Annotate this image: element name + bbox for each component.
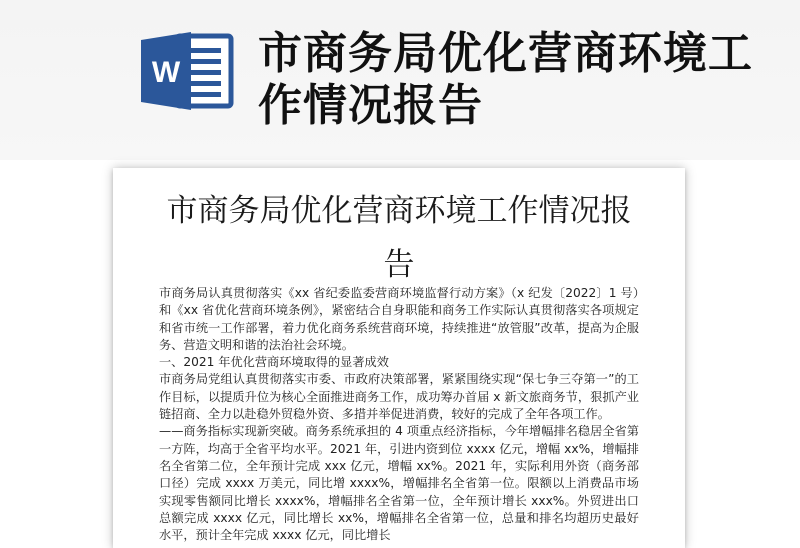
paragraph: 市商务局党组认真贯彻落实市委、市政府决策部署，紧紧围绕实现“保七争三夺第一”的工作目标，以提质升位为核心全面推进商务工作，成功筹办首届 x 新文旅商务节，狠抓产业链招商、全力以赴稳外贸稳外资、多措并举促进消费，较好的完成了全年各项工作。 (159, 372, 639, 422)
section-heading: 一、2021 年优化营商环境取得的显著成效 (159, 355, 389, 370)
svg-text:W: W (151, 56, 181, 89)
page-title: 市商务局优化营商环境工作情况报告 (258, 28, 753, 131)
header (0, 0, 800, 160)
document-page (113, 168, 685, 548)
document-body (159, 285, 639, 544)
paragraph: 市商务局认真贯彻落实《xx 省纪委监委营商环境监督行动方案》（x 纪发〔2022〕1 号）和《xx 省优化营商环境条例》，紧密结合自身职能和商务工作实际认真贯彻落实各项规定和省市统一工作部署，着力优化商务系统营商环境，持续推进“放管服”改革，提高为企服务、营造文明和谐的法治社会环境。 (159, 286, 639, 352)
paragraph: ——商务指标实现新突破。商务系统承担的 4 项重点经济指标，今年增幅排名稳居全省第一方阵，均高于全省平均水平。2021 年，引进内资到位 xxxx 亿元，增幅 xx%，增幅排名全省第二位，全年预计完成 xxx 亿元，增幅 xx%。2021 年，实际利用外资（商务部口径）完成 xxxx 万美元，同比增 xxxx%，增幅排名全省第一位。限额以上消费品市场实现零售额同比增长 xxxx%，增幅排名全省第一位，全年预计增长 xxx%。外贸进出口总额完成 xxxx 亿元，同比增长 xx%，增幅排名全省第一位，总量和排名均超历史最好水平，预计全年完成 xxxx 亿元，同比增长 (159, 424, 639, 543)
word-icon (139, 30, 235, 112)
document-title: 市商务局优化营商环境工作情况报告 (166, 193, 632, 283)
